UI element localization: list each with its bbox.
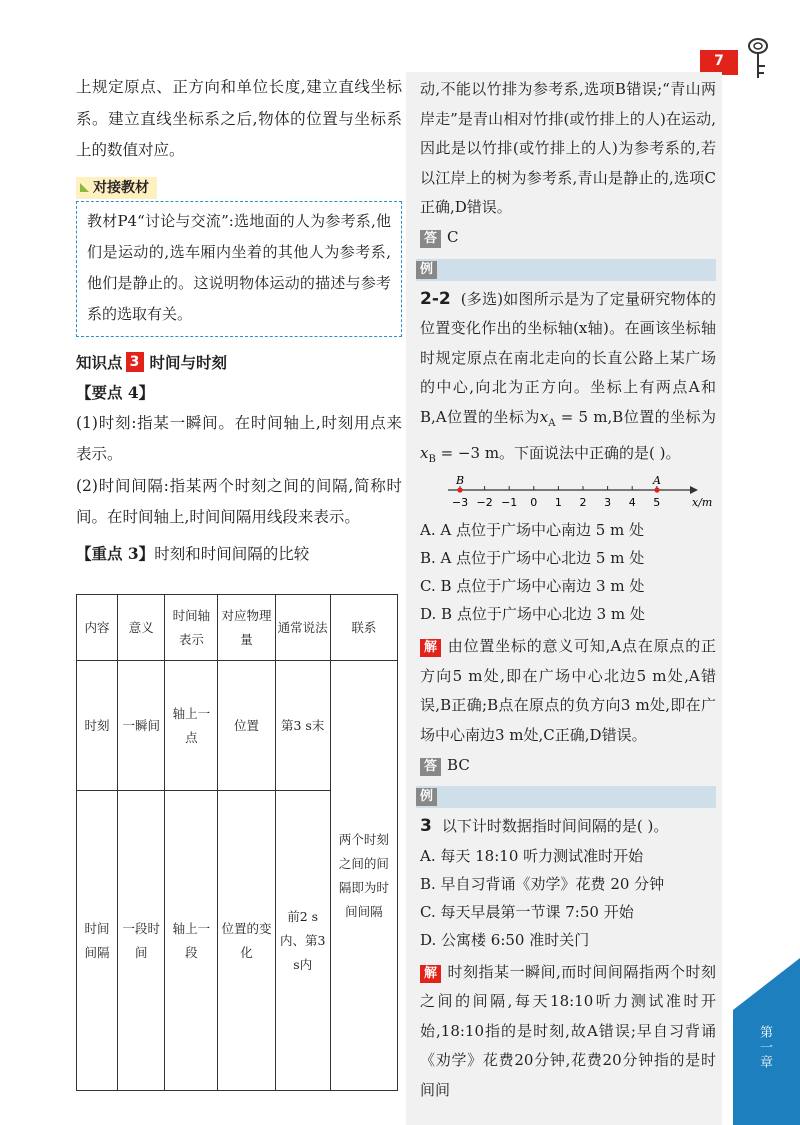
q3-solution [420,958,716,1106]
textbook-tag [76,177,157,199]
triangle-icon [80,183,89,192]
knowledge-point-title [76,351,402,373]
kp-title: 时间与时刻 [149,353,228,372]
table-header-row [77,595,398,661]
q2-xa-sub: A [548,417,556,429]
q3-stem [420,812,716,842]
comparison-table [76,594,398,1091]
axis-tick-label: 3 [604,496,612,510]
table-cell: 时间间隔 [77,791,118,1091]
example-bar [416,259,716,281]
table-cell: 轴上一点 [165,661,218,791]
q3-stem-text: 以下计时数据指时间间隔的是( )。 [441,817,669,836]
axis-tick-label: −2 [476,496,493,510]
axis-tick-label: 0 [530,496,538,510]
table-link-cell: 两个时刻之间的间隔即为时间间隔 [330,661,397,1091]
table-cell: 轴上一段 [165,791,218,1091]
example-badge: 例 [416,261,437,279]
number-axis [420,476,716,516]
table-header: 对应物理量 [218,595,275,661]
table-cell: 前2 s内、第3 s内 [275,791,330,1091]
example-badge: 例 [416,788,437,806]
key-icon [738,36,778,84]
option-item: C. 每天早晨第一节课 7:50 开始 [420,902,634,921]
q2-solution-text: 由位置坐标的意义可知,A点在原点的正方向5 m处,即在广场中心北边5 m处,A错误,B正确;B点在原点的负方向3 m处,即在广场中心南边3 m处,C正确,D错误。 [420,637,716,744]
table-header: 联系 [330,595,397,661]
key-label: 【重点 3】 [76,543,155,563]
option-item: C. B 点位于广场中心南边 3 m 处 [420,577,645,596]
q3-solution-text: 时刻指某一瞬间,而时间间隔指两个时刻之间的间隔,每天18:10听力测试准时开始,18:10指的是时刻,故A错误;早自习背诵《劝学》花费20分钟,花费20分钟指的是时间间 [420,962,716,1100]
q2-stem [420,285,716,475]
option-item: B. 早自习背诵《劝学》花费 20 分钟 [420,874,665,893]
option-item: A. A 点位于广场中心南边 5 m 处 [420,521,645,540]
table-cell: 一瞬间 [118,661,165,791]
point-b-label: B [456,476,465,488]
q3-options [420,842,716,954]
key-title: 时刻和时间间隔的比较 [154,544,310,563]
axis-arrow [690,486,698,494]
chapter-tab-corner [733,958,800,1010]
q2-options [420,516,716,628]
table-cell: 位置的变化 [218,791,275,1091]
point-b-marker [457,488,462,493]
q2-stem-text: (多选)如图所示是为了定量研究物体的位置变化作出的坐标轴(x轴)。在画该坐标轴时规定原点在南北走向的长直公路上某广场的中心,向北为正方向。坐标上有两点A和B,A位置的坐标为 [420,289,716,426]
table-row [77,661,398,791]
kp-number: 3 [126,352,144,372]
option-item: A. 每天 18:10 听力测试准时开始 [420,846,644,865]
example-bar [416,786,716,808]
table-cell: 时刻 [77,661,118,791]
axis-unit: x/m [692,496,713,510]
left-column [76,72,402,570]
q2-xb-sub: B [428,453,436,465]
axis-tick-label: 5 [653,496,661,510]
right-column [420,75,716,1106]
q2-xb: x [420,443,429,462]
q3-number: 3 [420,816,432,837]
solution-badge: 解 [420,639,441,657]
q2-xb-val: = −3 m。下面说法中正确的是( )。 [435,443,681,462]
answer-value: C [447,227,459,246]
answer-badge: 答 [420,230,441,248]
answer-line [420,223,716,253]
axis-tick-label: 1 [554,496,562,510]
axis-tick-label: 2 [579,496,587,510]
answer-badge: 答 [420,758,441,776]
solution-badge: 解 [420,965,441,983]
textbook-tag-label: 对接教材 [93,179,149,196]
page-number: 7 [700,50,738,72]
q2-xa: x [539,407,549,426]
point-label: 【要点 4】 [76,382,155,402]
table-cell: 第3 s末 [275,661,330,791]
axis-tick-label: 4 [628,496,636,510]
axis-tick-label: −3 [451,496,469,510]
chapter-label: 第一章 [757,1025,772,1070]
option-item: D. B 点位于广场中心北边 3 m 处 [420,605,645,624]
table-header: 通常说法 [275,595,330,661]
point-a-label: A [653,476,661,488]
point-a-marker [654,488,659,493]
q2-solution [420,632,716,750]
answer-line [420,751,716,781]
table-header: 时间轴表示 [165,595,218,661]
table-header: 意义 [118,595,165,661]
q2-number: 2-2 [420,288,451,309]
table-cell: 一段时间 [118,791,165,1091]
table-cell: 位置 [218,661,275,791]
answer-value: BC [447,755,470,774]
point-1: (1)时刻:指某一瞬间。在时间轴上,时刻用点来表示。 [76,413,402,463]
textbook-text: 教材P4“讨论与交流”:选地面的人为参考系,他们是运动的,选车厢内坐着的其他人为参考系,他们是静止的。这说明物体运动的描述与参考系的选取有关。 [87,211,391,323]
q2-xa-val: = 5 m,B位置的坐标为 [555,407,717,426]
axis-tick-label: −1 [501,496,518,510]
table-header: 内容 [77,595,118,661]
kp-prefix: 知识点 [76,353,123,372]
textbook-box [76,201,402,337]
key-heading [76,538,402,570]
point-2: (2)时间间隔:指某两个时刻之间的间隔,简称时间。在时间轴上,时间间隔用线段来表示。 [76,476,402,526]
prev-answer-text: 动,不能以竹排为参考系,选项B错误;“青山两岸走”是青山相对竹排(或竹排上的人)在运动,因此是以竹排(或竹排上的人)为参考系的,若以江岸上的树为参考系,青山是静止的,选项C正确,D错误。 [420,80,716,217]
option-item: B. A 点位于广场中心北边 5 m 处 [420,549,645,568]
option-item: D. 公寓楼 6:50 准时关门 [420,930,590,949]
intro-paragraph: 上规定原点、正方向和单位长度,建立直线坐标系。建立直线坐标系之后,物体的位置与坐标系上的数值对应。 [76,78,402,159]
